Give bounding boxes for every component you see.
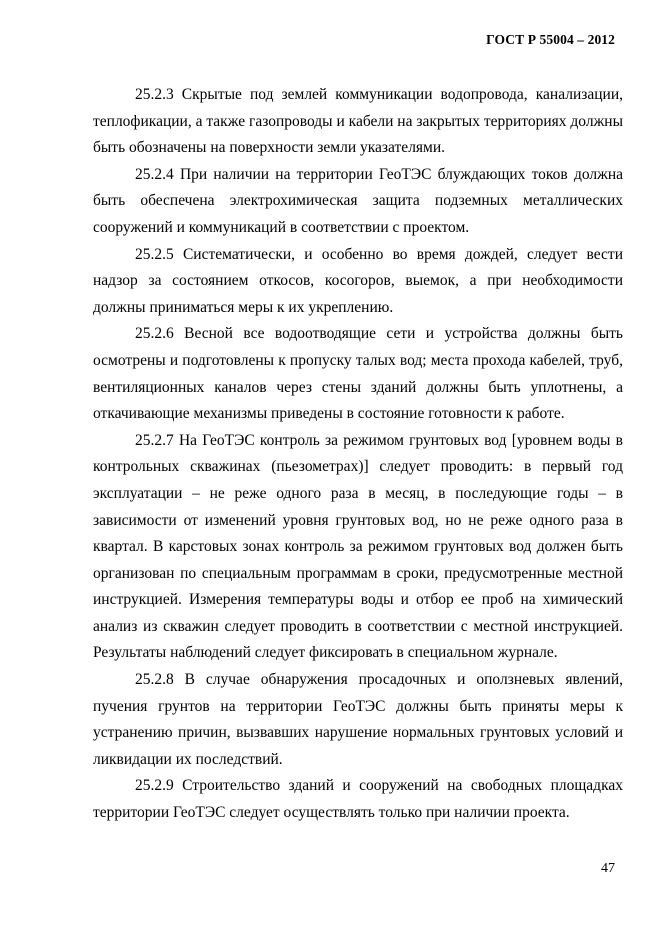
document-code-header: ГОСТ Р 55004 – 2012 [486,32,615,47]
paragraph-25-2-7: 25.2.7 На ГеоТЭС контроль за режимом грунтовых вод [уровнем воды в контрольных скважинах (пьезометрах)] следует проводить: в первый год эксплуатации – не реже одного раза в месяц, в последующие годы – в зависимости от изменений уровня грунтовых вод, но не реже одного раза в квартал. В карстовых зонах контроль за режимом грунтовых вод должен быть организован по специальным программам в сроки, предусмотренные местной инструкцией. Измерения температуры воды и отбор ее проб на химический анализ из скважин следует проводить в соответствии с местной инструкцией. Результаты наблюдений следует фиксировать в специальном журнале. [93,431,623,662]
paragraph-25-2-3: 25.2.3 Скрытые под землей коммуникации водопровода, канализации, теплофикации, а также газопроводы и кабели на закрытых территориях должны быть обозначены на поверхности земли указателями. [93,86,623,157]
page-number: 47 [601,861,615,876]
document-body [93,82,623,827]
paragraph-25-2-6: 25.2.6 Весной все водоотводящие сети и устройства должны быть осмотрены и подготовлены к пропуску талых вод; места прохода кабелей, труб, вентиляционных каналов через стены зданий должны быть уплотнены, а откачивающие механизмы приведены в состояние готовности к работе. [93,325,623,423]
paragraph-25-2-8: 25.2.8 В случае обнаружения просадочных и оползневых явлений, пучения грунтов на территории ГеоТЭС должны быть приняты меры к устранению причин, вызвавших нарушение нормальных грунтовых условий и ликвидации их последствий. [93,671,623,768]
paragraph-25-2-4: 25.2.4 При наличии на территории ГеоТЭС блуждающих токов должна быть обеспечена электрохимическая защита подземных металлических сооружений и коммуникаций в соответствии с проектом. [93,165,623,236]
paragraph-25-2-9: 25.2.9 Строительство зданий и сооружений на свободных площадках территории ГеоТЭС следует осуществлять только при наличии проекта. [93,777,623,822]
paragraph-25-2-5: 25.2.5 Систематически, и особенно во время дождей, следует вести надзор за состоянием откосов, косогоров, выемок, а при необходимости должны приниматься меры к их укреплению. [93,245,623,316]
